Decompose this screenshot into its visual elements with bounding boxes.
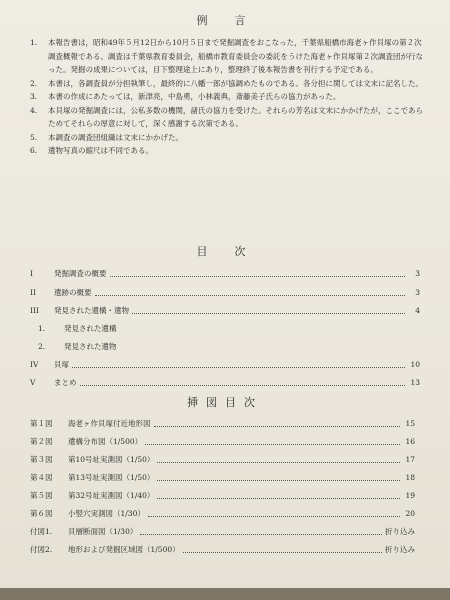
toc-number: III — [30, 306, 39, 315]
figure-label: 遺構分布図（1/500） — [68, 437, 143, 446]
figure-entry — [30, 490, 415, 501]
toc-entry — [30, 359, 420, 370]
toc-subentry — [30, 323, 420, 334]
figure-page: 20 — [405, 509, 415, 518]
leader-dots — [80, 379, 406, 386]
figure-page: 折り込み — [385, 527, 415, 536]
preface-list — [30, 36, 425, 158]
toc-label: 発見された遺物 — [64, 342, 117, 351]
figure-page: 19 — [405, 491, 415, 500]
figure-number: 第２図 — [30, 437, 53, 446]
toc-page: 4 — [415, 306, 420, 315]
figure-number: 付図1. — [30, 527, 53, 536]
leader-dots — [157, 474, 400, 481]
figure-label: 小竪穴実測図（1/30） — [68, 509, 145, 518]
preface-item-number: 3. — [30, 92, 38, 101]
preface-item-text: 本貝塚の発掘調査には，公私多数の機関，諸氏の協力を受けた。それらの芳名は文末にかかげたが，ここであらためてそれらの厚意に対して，深く感謝する次第である。 — [48, 105, 423, 128]
figure-entry — [30, 508, 415, 519]
preface-item-text: 本報告書は，昭和49年５月12日から10月５日まで発掘調査をおこなった，千葉県船橋市海老ヶ作貝塚の第２次調査概報である。調査は千葉県教育委員会，船橋市教育委員会の委託をうけた海老ヶ作貝塚第２次調査団が行なった。発掘の成果については，目下整理途上にあり，整理終了後本報告書を刊行する予定である。 — [48, 38, 423, 74]
figure-label: 貝層断面図（1/30） — [68, 527, 138, 536]
preface-item — [30, 104, 425, 131]
figure-number: 付図2. — [30, 545, 53, 554]
toc-number: I — [30, 269, 33, 278]
toc-page: 10 — [410, 360, 420, 369]
toc-label: 貝塚 — [54, 360, 69, 369]
leader-dots — [157, 456, 400, 463]
preface-item — [30, 36, 425, 77]
preface-item-number: 4. — [30, 105, 38, 115]
figure-page: 16 — [405, 437, 415, 446]
preface-item — [30, 90, 425, 104]
preface-title: 例 言 — [196, 14, 254, 27]
figure-page: 折り込み — [385, 545, 415, 554]
preface-item-number: 2. — [30, 78, 38, 88]
toc-number: IV — [30, 360, 39, 369]
figure-label: 第32号址実測図（1/40） — [68, 491, 155, 500]
toc-number: 1. — [38, 324, 46, 333]
toc-page: 13 — [410, 378, 420, 387]
preface-item-text: 本書は，各調査員が分担執筆し，最終的に八幡一郎が協調めたものである。各分担に関しては文末に記名した。 — [48, 78, 423, 88]
preface-item-number: 5. — [30, 132, 38, 142]
figure-entry — [30, 526, 415, 537]
leader-dots — [132, 307, 405, 314]
preface-item-number: 1. — [30, 38, 38, 47]
leader-dots — [148, 510, 400, 517]
toc-entry — [30, 268, 420, 279]
figure-number: 第４図 — [30, 473, 53, 482]
leader-dots — [157, 492, 400, 499]
leader-dots — [145, 438, 400, 445]
toc-number: 2. — [38, 342, 46, 351]
toc-entry — [30, 287, 420, 298]
contents-title: 目 次 — [196, 245, 254, 258]
toc-label: 発掘調査の概要 — [54, 269, 107, 278]
figure-label: 地形および発掘区域図（1/500） — [68, 545, 180, 554]
leader-dots — [183, 546, 382, 553]
figure-entry — [30, 454, 415, 465]
figure-page: 18 — [405, 473, 415, 482]
figure-label: 海老ヶ作貝塚付近地形図 — [68, 419, 151, 428]
toc-label: まとめ — [54, 378, 77, 387]
preface-item-text: 本書の作成にあたっては，新津亮，中島勇，小林義典，斎藤美子氏らの協力があった。 — [48, 92, 341, 101]
figure-number: 第１図 — [30, 419, 53, 428]
preface-item — [30, 144, 425, 158]
toc-entry — [30, 305, 420, 316]
figures-title: 挿図目次 — [187, 396, 263, 409]
figure-number: 第３図 — [30, 455, 53, 464]
toc-entry — [30, 377, 420, 388]
figure-number: 第５図 — [30, 491, 53, 500]
figure-entry — [30, 436, 415, 447]
preface-item — [30, 77, 425, 91]
toc-subentry — [30, 341, 420, 352]
toc-label: 遺跡の概要 — [54, 288, 92, 297]
toc-number: II — [30, 288, 36, 297]
preface-item-text: 本調査の調査団組織は文末にかかげた。 — [48, 132, 183, 142]
figure-entry — [30, 472, 415, 483]
leader-dots — [140, 528, 382, 535]
leader-dots — [72, 361, 405, 368]
toc-number: V — [30, 378, 36, 387]
toc-page: 3 — [415, 288, 420, 297]
preface-item-text: 遺物写真の縮尺は不同である。 — [48, 146, 153, 155]
leader-dots — [95, 289, 406, 296]
figure-label: 第13号址実測図（1/50） — [68, 473, 155, 482]
figure-entry — [30, 418, 415, 429]
figure-page: 17 — [405, 455, 415, 464]
leader-dots — [110, 270, 406, 277]
page-bottom-edge — [0, 588, 450, 600]
figure-label: 第10号址実測図（1/50） — [68, 455, 155, 464]
figure-number: 第６図 — [30, 509, 53, 518]
leader-dots — [154, 420, 401, 427]
figure-entry — [30, 544, 415, 555]
toc-label: 発見された遺構 — [64, 324, 117, 333]
preface-item-number: 6. — [30, 146, 38, 155]
toc-page: 3 — [415, 269, 420, 278]
figure-page: 15 — [405, 419, 415, 428]
toc-label: 発見された遺構・遺物 — [54, 306, 129, 315]
preface-item — [30, 131, 425, 145]
